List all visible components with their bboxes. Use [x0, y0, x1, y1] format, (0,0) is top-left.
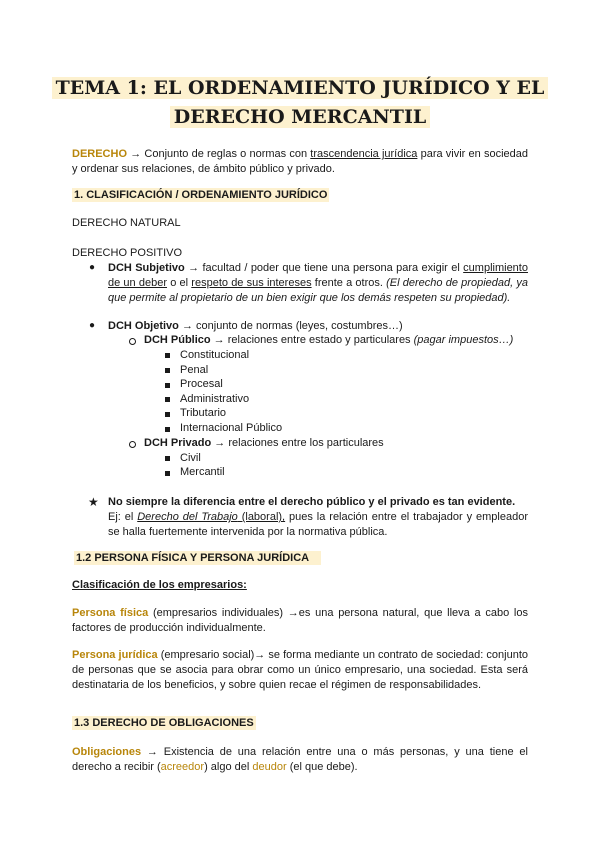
document-title-line2: DERECHO MERCANTIL: [0, 101, 600, 133]
bullet-square-icon: [165, 397, 170, 402]
persona-fisica-paragraph: Persona física (empresarios individuales) →es una persona natural, que lleva a cabo los factores de producción individualmente.: [72, 607, 528, 634]
bullet-square-icon: [165, 412, 170, 417]
obligaciones-paragraph: Obligaciones → Existencia de una relación entre una o más personas, y una tiene el derecho a recibir (acreedor) algo del deudor (el que debe).: [72, 746, 528, 773]
clasificacion-heading: Clasificación de los empresarios:: [72, 579, 247, 591]
bullet-dot-icon: ●: [89, 262, 96, 273]
star-icon: ★: [88, 495, 99, 509]
note-bold: No siempre la diferencia entre el derecho público y el privado es tan evidente.: [108, 496, 516, 508]
privado-item: Mercantil: [180, 466, 225, 478]
bullet-square-icon: [165, 353, 170, 358]
intro-paragraph: DERECHO → Conjunto de reglas o normas con trascendencia jurídica para vivir en sociedad y ordenar sus relaciones, de ámbito público y privado.: [72, 148, 528, 175]
bullet-dot-icon: ●: [89, 320, 96, 331]
publico-item: Internacional Público: [180, 422, 283, 434]
publico-item: Constitucional: [180, 349, 250, 361]
bullet-circle-icon: [129, 441, 136, 448]
publico-item: Procesal: [180, 378, 223, 390]
section3-heading: 1.3 DERECHO DE OBLIGACIONES: [74, 717, 254, 729]
bullet-circle-icon: [129, 338, 136, 345]
intro-term: DERECHO: [72, 148, 128, 160]
persona-juridica-paragraph: Persona jurídica (empresario social)→ se forma mediante un contrato de sociedad: conjunto de personas que se asocia para obrar como un único empresario, una sociedad. Esta será destinataria de los beneficios, y sobre quien recae el régimen de responsabilidades.: [72, 649, 528, 691]
subjetivo-paragraph: DCH Subjetivo → facultad / poder que tiene una persona para exigir el cumplimiento de un deber o el respeto de sus intereses frente a otros. (El derecho de propiedad, ya que permite al propietario de un bien exigir que los demás respeten su propiedad).: [108, 262, 528, 304]
derecho-positivo: DERECHO POSITIVO: [72, 247, 183, 259]
intro-underlined: trascendencia jurídica: [310, 148, 418, 160]
privado-item: Civil: [180, 452, 201, 464]
bullet-square-icon: [165, 456, 170, 461]
privado-line: DCH Privado → relaciones entre los particulares: [144, 437, 384, 449]
publico-line: DCH Público → relaciones entre estado y particulares (pagar impuestos…): [144, 334, 514, 346]
publico-item: Administrativo: [180, 393, 250, 405]
bullet-square-icon: [165, 383, 170, 388]
section2-heading: 1.2 PERSONA FÍSICA Y PERSONA JURÍDICA: [74, 551, 321, 566]
section1-heading: 1. CLASIFICACIÓN / ORDENAMIENTO JURÍDICO: [74, 189, 328, 201]
publico-item: Penal: [180, 364, 209, 376]
bullet-square-icon: [165, 471, 170, 476]
objetivo-line: DCH Objetivo → conjunto de normas (leyes, costumbres…): [108, 320, 403, 332]
bullet-square-icon: [165, 427, 170, 432]
document-title-line1: TEMA 1: EL ORDENAMIENTO JURÍDICO Y EL: [0, 72, 600, 104]
publico-item: Tributario: [180, 407, 227, 419]
note-example: Ej: el Derecho del Trabajo (laboral), pues la relación entre el trabajador y empleador se halla fuertemente intervenida por la normativa pública.: [108, 511, 528, 538]
bullet-square-icon: [165, 368, 170, 373]
derecho-natural: DERECHO NATURAL: [72, 217, 181, 229]
